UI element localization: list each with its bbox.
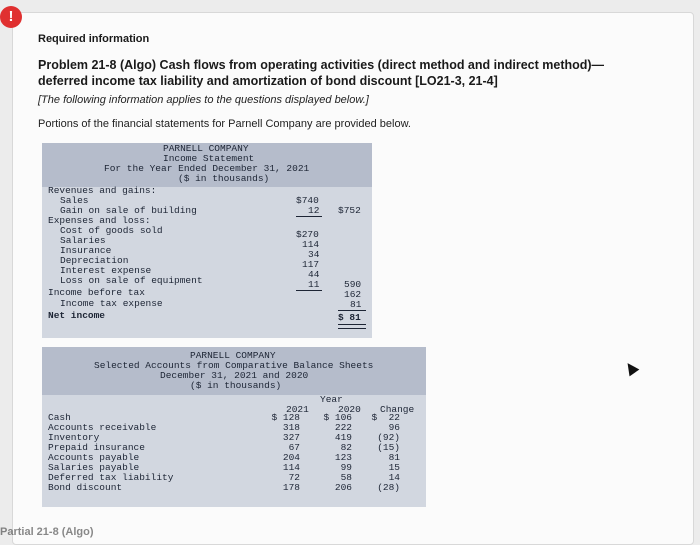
alert-icon: !: [0, 6, 22, 28]
bs-row-2020: $ 106: [323, 412, 352, 423]
is-period: For the Year Ended December 31, 2021: [104, 163, 310, 174]
bs-row-label: Bond discount: [48, 482, 123, 493]
bs-row-change: (15): [377, 442, 400, 453]
is-loss-label: Loss on sale of equipment: [60, 275, 203, 286]
bs-row-2021: 72: [288, 472, 300, 483]
bs-row-2021: 67: [288, 442, 300, 453]
is-loss-value: 11: [308, 279, 320, 290]
applies-note: [The following information applies to the questions displayed below.]: [38, 94, 369, 106]
is-rule: [296, 290, 322, 291]
bs-row-change: 15: [388, 462, 400, 473]
bs-row-2020: 206: [334, 482, 352, 493]
is-expenses-total: 590: [344, 279, 362, 290]
is-gain-value: 12: [308, 205, 320, 216]
bs-row-2020: 82: [340, 442, 352, 453]
bs-row-2021: 327: [282, 432, 300, 443]
is-gain-label: Gain on sale of building: [60, 205, 197, 216]
is-ni-value: $ 81: [338, 312, 361, 323]
bs-row-2020: 419: [334, 432, 352, 443]
income-statement-header: [42, 143, 372, 187]
bs-row-2020: 123: [334, 452, 352, 463]
bs-col-2020: 2020: [338, 404, 361, 415]
bs-col-2021: 2021: [286, 404, 309, 415]
is-rule: [296, 216, 322, 217]
is-ni-label: Net income: [48, 310, 106, 321]
bs-row-label: Inventory: [48, 432, 100, 443]
is-interest-value: 44: [308, 269, 320, 280]
bs-year-header: Year: [320, 394, 343, 405]
bs-row-2021: 318: [282, 422, 300, 433]
is-sales-value: $740: [296, 195, 319, 206]
is-cogs-value: $270: [296, 229, 319, 240]
is-insurance-label: Insurance: [60, 245, 112, 256]
bs-row-2021: 204: [282, 452, 300, 463]
is-company: PARNELL COMPANY: [163, 143, 249, 154]
bs-company: PARNELL COMPANY: [190, 350, 276, 361]
is-depreciation-label: Depreciation: [60, 255, 129, 266]
bs-row-change: (92): [377, 432, 400, 443]
portions-text: Portions of the financial statements for Parnell Company are provided below.: [38, 118, 411, 130]
bs-period: December 31, 2021 and 2020: [160, 370, 309, 381]
is-double-rule: [338, 324, 366, 329]
bs-row-2020: 99: [340, 462, 352, 473]
balance-sheet-header: [42, 347, 426, 395]
bs-row-2021: $ 128: [271, 412, 300, 423]
bs-row-2020: 222: [334, 422, 352, 433]
balance-sheet: [42, 347, 426, 507]
is-rule: [338, 310, 366, 311]
bs-row-change: $ 22: [371, 412, 400, 423]
is-ibt-value: 162: [344, 289, 362, 300]
bs-col-change: Change: [380, 404, 415, 415]
is-ibt-label: Income before tax: [48, 287, 145, 298]
is-depreciation-value: 117: [302, 259, 320, 270]
bs-row-2020: 58: [340, 472, 352, 483]
partial-footer-text: Partial 21-8 (Algo): [0, 526, 94, 538]
bs-row-label: Cash: [48, 412, 71, 423]
is-expenses-heading: Expenses and loss:: [48, 215, 151, 226]
bs-row-label: Accounts receivable: [48, 422, 157, 433]
is-interest-label: Interest expense: [60, 265, 152, 276]
is-revenues-heading: Revenues and gains:: [48, 185, 157, 196]
is-units: ($ in thousands): [178, 173, 270, 184]
income-statement: [42, 143, 372, 338]
is-salaries-value: 114: [302, 239, 320, 250]
bs-row-label: Accounts payable: [48, 452, 140, 463]
is-tax-value: 81: [350, 299, 362, 310]
bs-row-label: Salaries payable: [48, 462, 140, 473]
is-sales-label: Sales: [60, 195, 89, 206]
bs-row-2021: 114: [282, 462, 300, 473]
bs-row-change: 96: [388, 422, 400, 433]
bs-row-label: Deferred tax liability: [48, 472, 174, 483]
bs-row-2021: 178: [282, 482, 300, 493]
bs-row-label: Prepaid insurance: [48, 442, 145, 453]
is-revenues-total: $752: [338, 205, 361, 216]
is-tax-label: Income tax expense: [60, 298, 163, 309]
is-salaries-label: Salaries: [60, 235, 106, 246]
required-information-heading: Required information: [38, 33, 150, 45]
bs-title: Selected Accounts from Comparative Balance Sheets: [94, 360, 374, 371]
bs-row-change: (28): [377, 482, 400, 493]
bs-row-change: 81: [388, 452, 400, 463]
bs-row-change: 14: [388, 472, 400, 483]
is-title: Income Statement: [163, 153, 255, 164]
problem-title: Problem 21-8 (Algo) Cash flows from operating activities (direct method and indirect method)—deferred income tax liability and amortization of bond discount [LO21-3, 21-4]: [38, 58, 605, 88]
is-cogs-label: Cost of goods sold: [60, 225, 163, 236]
is-insurance-value: 34: [308, 249, 320, 260]
bs-units: ($ in thousands): [190, 380, 282, 391]
